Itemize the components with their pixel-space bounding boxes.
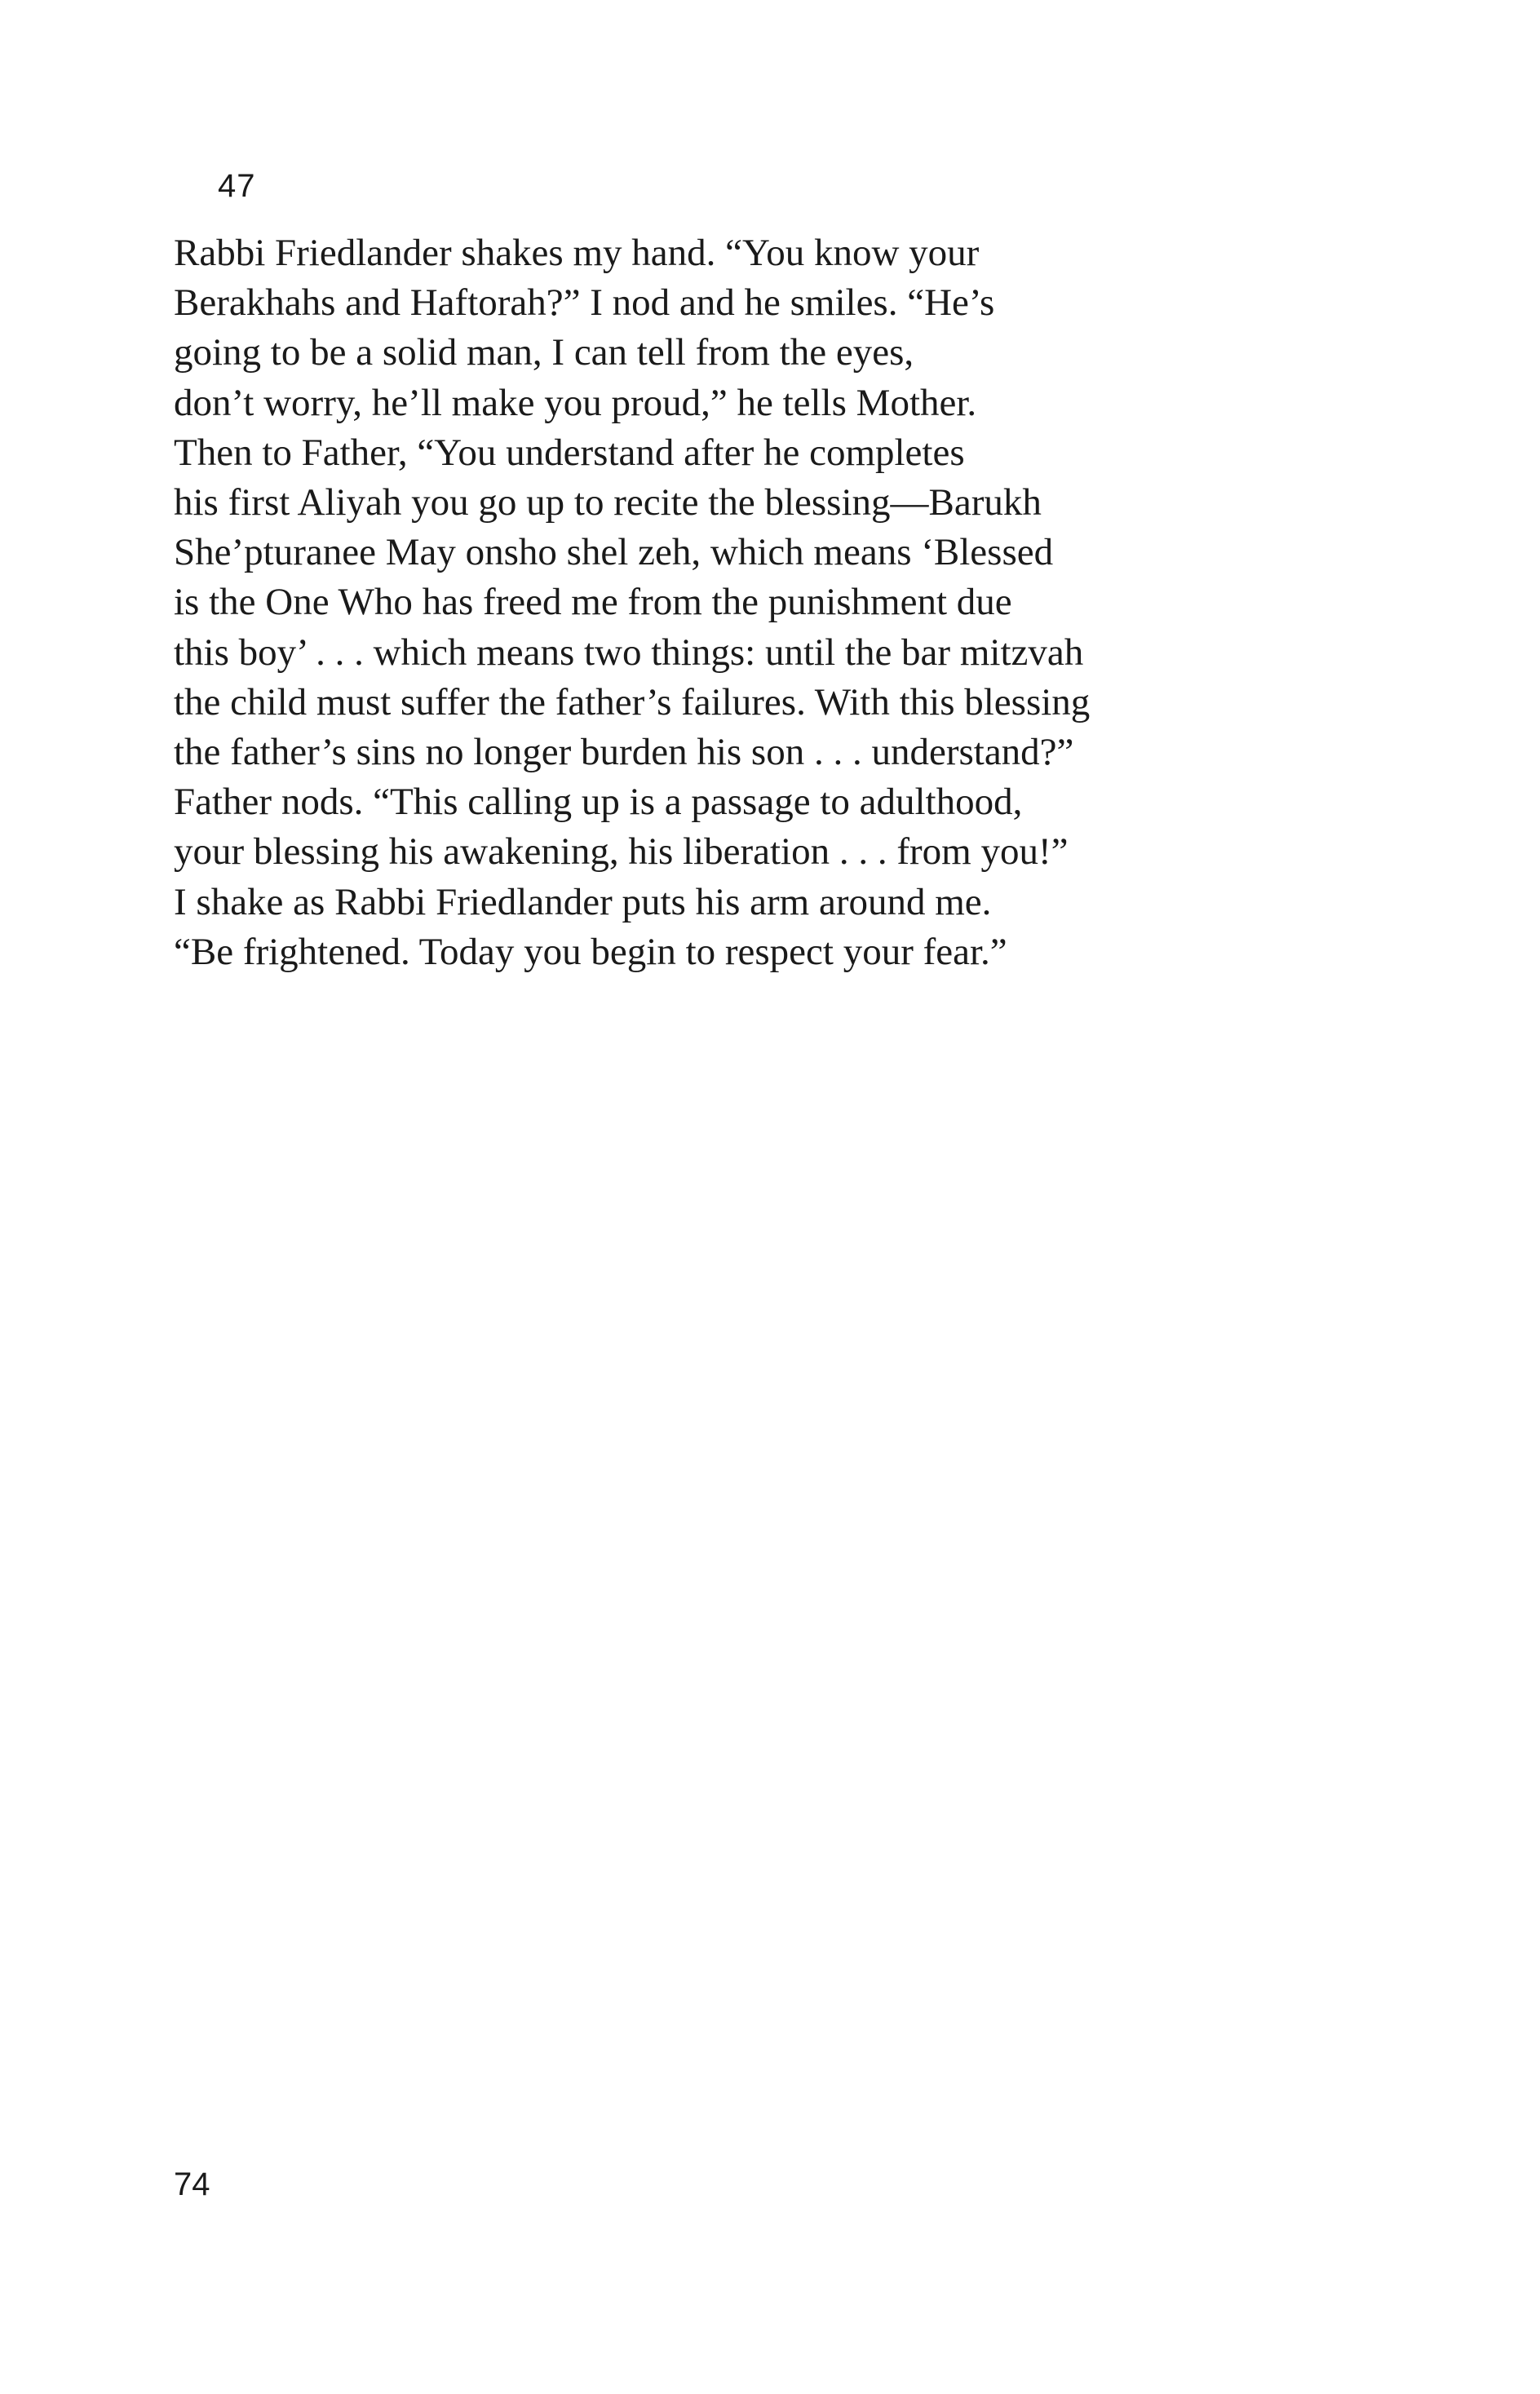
- page-number: 74: [174, 2166, 210, 2202]
- poem-line: “Be frightened. Today you begin to respect your fear.”: [174, 930, 1007, 973]
- poem-line: She’pturanee May onsho shel zeh, which means ‘Blessed: [174, 531, 1054, 574]
- poem-line: Father nods. “This calling up is a passage to adulthood,: [174, 781, 1023, 824]
- poem-line: Then to Father, “You understand after he completes: [174, 431, 965, 474]
- poem-line: the child must suffer the father’s failures. With this blessing: [174, 680, 1091, 724]
- poem-line: the father’s sins no longer burden his son . . . understand?”: [174, 731, 1074, 774]
- poem-line: going to be a solid man, I can tell from the eyes,: [174, 331, 914, 374]
- poem-line: I shake as Rabbi Friedlander puts his arm around me.: [174, 880, 992, 923]
- poem-line: Berakhahs and Haftorah?” I nod and he smiles. “He’s: [174, 281, 995, 325]
- poem-line: Rabbi Friedlander shakes my hand. “You know your: [174, 232, 980, 274]
- poem-line: your blessing his awakening, his liberation . . . from you!”: [174, 830, 1069, 874]
- poem-line: this boy’ . . . which means two things: until the bar mitzvah: [174, 631, 1084, 674]
- poem-number: 47: [218, 168, 256, 204]
- poem-body: [174, 228, 1397, 977]
- poem-line: his first Aliyah you go up to recite the blessing—Barukh: [174, 481, 1042, 524]
- poem-line: don’t worry, he’ll make you proud,” he tells Mother.: [174, 381, 977, 424]
- poem-line: is the One Who has freed me from the punishment due: [174, 581, 1012, 624]
